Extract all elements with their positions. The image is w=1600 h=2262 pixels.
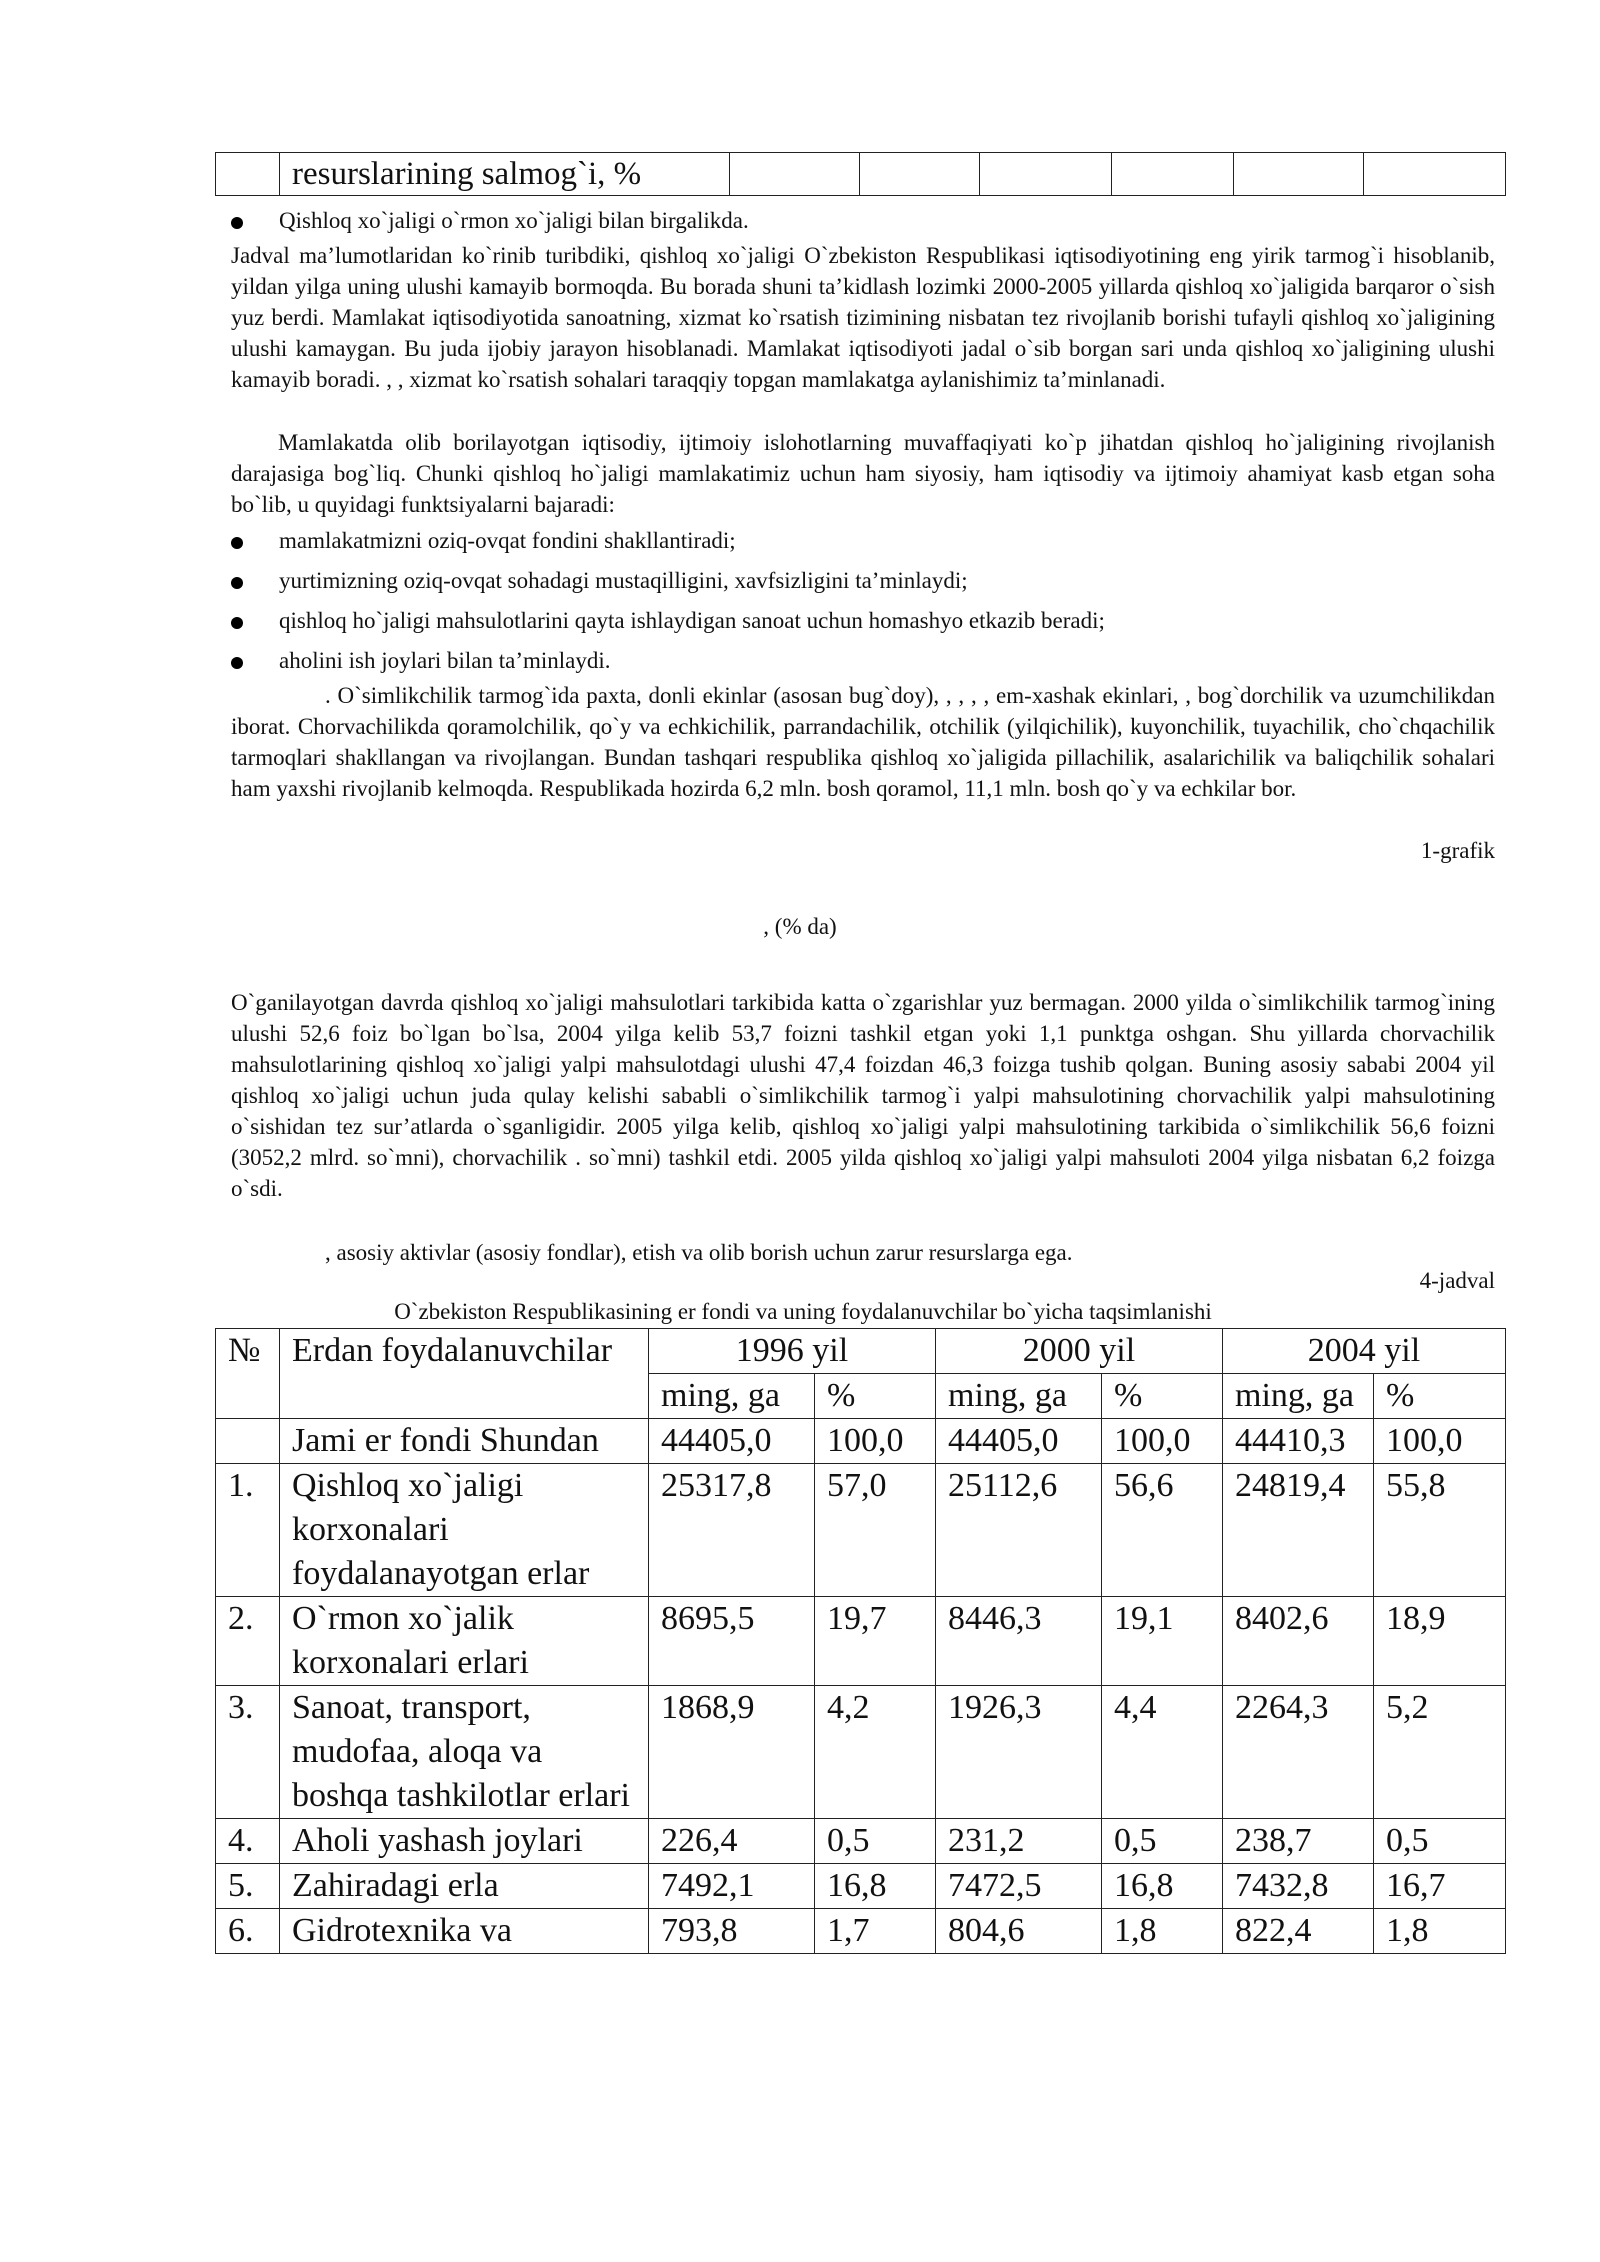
bullet-icon xyxy=(231,577,243,589)
land-fund-table xyxy=(215,1328,1506,1954)
value-cell: 19,7 xyxy=(815,1597,936,1686)
row-number-cell: 6. xyxy=(216,1909,280,1954)
value-cell: 7432,8 xyxy=(1223,1864,1374,1909)
table-title: O`zbekiston Respublikasining er fondi va uning foydalanuvchilar bo`yicha taqsimlanishi xyxy=(394,1299,1212,1324)
row-name-cell: Gidrotexnika va xyxy=(280,1909,649,1954)
paragraph-1: Jadval ma’lumotlaridan ko`rinib turibdiki, qishloq xo`jaligi O`zbekiston Respublikasi iqtisodiyotining eng yirik tarmog`i hisoblanib, yildan yilga uning ulushi kamayib bormoqda. Bu borada shuni ta’kidlash lozimki 2000-2005 yillarda qishloq xo`jaligida barqaror o`sish yuz berdi. Mamlakat iqtisodiyotida sanoatning, xizmat ko`rsatish tizimining nisbatan tez rivojlanib borishi tufayli qishloq xo`jaligining ulushi kamaygan. Bu juda ijobiy jarayon hisoblanadi. Mamlakat iqtisodiyoti jadal o`sib borgan sari unda qishloq xo`jaligining ulushi kamayib boradi. , , xizmat ko`rsatish sohalari taraqqiy topgan mamlakatga aylanishimiz ta’minlanadi. xyxy=(231,243,1495,392)
subheader-cell: ming, ga xyxy=(936,1374,1102,1419)
value-cell: 18,9 xyxy=(1374,1597,1506,1686)
subheader-cell: % xyxy=(1374,1374,1506,1419)
graph-caption: , (% da) xyxy=(763,914,837,939)
value-cell: 16,8 xyxy=(1102,1864,1223,1909)
paragraph-4: O`ganilayotgan davrda qishloq xo`jaligi mahsulotlari tarkibida katta o`zgarishlar yuz bermagan. 2000 yilda o`simlikchilik tarmog`ining ulushi 52,6 foiz bo`lgan bo`lsa, 2004 yilga kelib 53,7 foizni tashkil etgan yoki 1,1 punktga oshgan. Shu yillarda chorvachilik mahsulotlarining qishloq xo`jaligi yalpi mahsulotdagi ulushi 47,4 foizdan 46,3 foizga tushib qolgan. Buning asosiy sababi 2004 yil qishloq xo`jaligi uchun juda qulay kelishi sababli o`simlikchilik tarmog`i yalpi mahsulotining chorvachilik yalpi mahsulotining o`sishidan tez sur’atlarda o`sganligidir. 2005 yilga kelib, qishloq xo`jaligi yalpi mahsulotining tarkibida o`simlikchilik 56,6 foizni (3052,2 mlrd. so`mni), chorvachilik . so`mni) tashkil etdi. 2005 yilda qishloq xo`jaligi yalpi mahsuloti 2004 yilga nisbatan 6,2 foizga o`sdi. xyxy=(231,990,1495,1201)
value-cell: 16,8 xyxy=(815,1864,936,1909)
value-cell: 55,8 xyxy=(1374,1464,1506,1597)
bullet-icon xyxy=(231,537,243,549)
row-name-cell: Qishloq xo`jaligi korxonalari foydalanayotgan erlar xyxy=(280,1464,649,1597)
document-page: resurslarining salmog`i, % Qishloq xo`jaligi o`rmon xo`jaligi bilan birgalikda. Jadval ma’lumotlaridan ko`rinib turibdiki, qishloq xo`jaligi O`zbekiston Respublikasi iqtisodiyotining eng yirik tarmog`i hisoblanib, yildan yilga uning ulushi kamayib bormoqda. Bu borada shuni ta’kidlash lozimki 2000-2005 yillarda qishloq xo`jaligida barqaror o`sish yuz berdi. Mamlakat iqtisodiyotida sanoatning, xizmat ko`rsatish tizimining nisbatan tez rivojlanib borishi tufayli qishloq xo`jaligining ulushi kamaygan. Bu juda ijobiy jarayon hisoblanadi. Mamlakat iqtisodiyoti jadal o`sib borgan sari unda qishloq xo`jaligining ulushi kamayib boradi. , , xizmat ko`rsatish sohalari taraqqiy topgan mamlakatga aylanishimiz ta’minlanadi. Mamlakatda olib borilayotgan iqtisodiy, ijtimoiy islohotlarning muvaffaqiyati ko`p jihatdan qishloq ho`jaligining rivojlanish darajasiga bog`liq. Chunki qishloq ho`jaligi mamlakatimiz uchun ham siyosiy, ham iqtisodiy va ijtimoiy ahamiyat kasb etgan soha bo`lib, u quyidagi funktsiyalarni bajaradi: mamlakatmizni oziq-ovqat fondini shakllantiradi; yurtimizning oziq-ovqat sohadagi mustaqilligini, xavfsizligini ta’minlaydi; qishloq ho`jaligi mahsulotlarini qayta ishlaydigan sanoat uchun homashyo etkazib beradi; aholini ish joylari bilan ta’minlaydi. . O`simlikchilik tarmog`ida paxta, donli ekinlar (asosan bug`doy), , , , , em-xashak ekinlari, , bog`dorchilik va uzumchilikdan iborat. Chorvachilikda qoramolchilik, qo`y va echkichilik, parrandachilik, otchilik (yilqichilik), kuyonchilik, tuyachilik, cho`chqachilik tarmoqlari shakllangan va rivojlangan. Bundan tashqari respublika qishloq xo`jaligida pillachilik, asalarichilik va baliqchilik sohalari ham yaxshi rivojlanib kelmoqda. Respublikada hozirda 6,2 mln. bosh qoramol, 11,1 mln. bosh qo`y va echkilar bor. 1-grafik , (% da) O`ganilayotgan davrda qishloq xo`jaligi mahsulotlari tarkibida katta o`zgarishlar yuz bermagan. 2000 yilda o`simlikchilik tarmog`ining ulushi 52,6 foiz bo`lgan bo`lsa, 2004 yilga kelib 53,7 foizni tashkil etgan yoki 1,1 punktga oshgan. Shu yillarda chorvachilik mahsulotlarining qishloq xo`jaligi yalpi mahsulotdagi ulushi 47,4 foizdan 46,3 foizga tushib qolgan. Buning asosiy sababi 2004 yil qishloq xo`jaligi uchun juda qulay kelishi sababli o`simlikchilik tarmog`i yalpi mahsulotining chorvachilik yalpi mahsulotining o`sishidan tez sur’atlarda o`sganligidir. 2005 yilga kelib, qishloq xo`jaligi yalpi mahsulotining tarkibida o`simlikchilik 56,6 foizni (3052,2 mlrd. so`mni), chorvachilik . so`mni) tashkil etdi. 2005 yilda qishloq xo`jaligi yalpi mahsuloti 2004 yilga nisbatan 6,2 foizga o`sdi. , asosiy aktivlar (asosiy fondlar), etish va olib borish uchun zarur resurslarga ega. 4-jadval O`zbekiston Respublikasining er fondi va uning foydalanuvchilar bo`yicha taqsimlanishi № Erdan foydalanuvchilar 1996 yil 2000 yil 2004 yil ming, ga % ming, ga % ming, ga % Jami er fondi Shundan 44405,0 100,0 44405,0 100,0 44410,3 100,0 1. Qishloq xo`jaligi korxonalari foydalanayotgan erlar 25317,8 57,0 25112,6 56,6 24819,4 55,8 2. O`rmon xo`jalik korxonalari erlari 8695,5 19,7 8446,3 19,1 8402,6 18,9 3. Sanoat, transport, mudofaa, aloqa va boshqa tashkilotlar erlari 1868,9 4,2 1926,3 4,4 2264,3 5,2 4. Aholi yashash joylari 226,4 0,5 231,2 0,5 238,7 0,5 5. Zahiradagi erla 7492,1 16,8 7472,5 16,8 7432,8 16,7 6. Gidrotexnika va 793,8 1,7 804,6 1,8 822,4 1,8 xyxy=(0,0,1600,2262)
table-row xyxy=(216,1597,1506,1686)
table-row xyxy=(216,1419,1506,1464)
value-cell: 4,2 xyxy=(815,1686,936,1819)
bullet-icon xyxy=(231,657,243,669)
row-name-cell: Jami er fondi Shundan xyxy=(280,1419,649,1464)
value-cell: 0,5 xyxy=(815,1819,936,1864)
header-cell-no: № xyxy=(216,1329,280,1419)
header-cell-year: 1996 yil xyxy=(649,1329,936,1374)
row-number-cell: 1. xyxy=(216,1464,280,1597)
value-cell: 231,2 xyxy=(936,1819,1102,1864)
value-cell: 19,1 xyxy=(1102,1597,1223,1686)
value-cell: 822,4 xyxy=(1223,1909,1374,1954)
row-number-cell: 2. xyxy=(216,1597,280,1686)
value-cell: 4,4 xyxy=(1102,1686,1223,1819)
value-cell: 1,7 xyxy=(815,1909,936,1954)
header-cell-year: 2000 yil xyxy=(936,1329,1223,1374)
value-cell: 57,0 xyxy=(815,1464,936,1597)
table-row xyxy=(216,1464,1506,1597)
value-cell: 100,0 xyxy=(1374,1419,1506,1464)
value-cell: 25317,8 xyxy=(649,1464,815,1597)
value-cell: 238,7 xyxy=(1223,1819,1374,1864)
value-cell: 1,8 xyxy=(1374,1909,1506,1954)
table-row xyxy=(216,1864,1506,1909)
value-cell: 8695,5 xyxy=(649,1597,815,1686)
value-cell: 5,2 xyxy=(1374,1686,1506,1819)
table-row xyxy=(216,1686,1506,1819)
row-number-cell: 5. xyxy=(216,1864,280,1909)
value-cell: 1926,3 xyxy=(936,1686,1102,1819)
graph-label: 1-grafik xyxy=(1420,838,1495,863)
table-cell: resurslarining salmog`i, % xyxy=(280,153,730,196)
value-cell: 100,0 xyxy=(1102,1419,1223,1464)
table-row xyxy=(216,1819,1506,1864)
value-cell: 25112,6 xyxy=(936,1464,1102,1597)
value-cell: 793,8 xyxy=(649,1909,815,1954)
continued-table-fragment xyxy=(215,152,1506,196)
value-cell: 1,8 xyxy=(1102,1909,1223,1954)
value-cell: 56,6 xyxy=(1102,1464,1223,1597)
header-cell-year: 2004 yil xyxy=(1223,1329,1506,1374)
row-name-cell: Sanoat, transport, mudofaa, aloqa va boshqa tashkilotlar erlari xyxy=(280,1686,649,1819)
subheader-cell: % xyxy=(815,1374,936,1419)
value-cell: 0,5 xyxy=(1102,1819,1223,1864)
value-cell: 8446,3 xyxy=(936,1597,1102,1686)
subheader-cell: % xyxy=(1102,1374,1223,1419)
value-cell: 44405,0 xyxy=(649,1419,815,1464)
value-cell: 8402,6 xyxy=(1223,1597,1374,1686)
row-name-cell: Aholi yashash joylari xyxy=(280,1819,649,1864)
row-name-cell: Zahiradagi erla xyxy=(280,1864,649,1909)
value-cell: 100,0 xyxy=(815,1419,936,1464)
value-cell: 44410,3 xyxy=(1223,1419,1374,1464)
value-cell: 7472,5 xyxy=(936,1864,1102,1909)
row-number-cell xyxy=(216,1419,280,1464)
value-cell: 2264,3 xyxy=(1223,1686,1374,1819)
header-cell-users: Erdan foydalanuvchilar xyxy=(280,1329,649,1419)
subheader-cell: ming, ga xyxy=(649,1374,815,1419)
bullet-icon xyxy=(231,217,243,229)
bullet-icon xyxy=(231,617,243,629)
value-cell: 1868,9 xyxy=(649,1686,815,1819)
table-label: 4-jadval xyxy=(1419,1268,1495,1293)
paragraph-3: . O`simlikchilik tarmog`ida paxta, donli ekinlar (asosan bug`doy), , , , , em-xashak ekinlari, , bog`dorchilik va uzumchilikdan iborat. Chorvachilikda qoramolchilik, qo`y va echkichilik, parrandachilik, otchilik (yilqichilik), kuyonchilik, tuyachilik, cho`chqachilik tarmoqlari shakllangan va rivojlangan. Bundan tashqari respublika qishloq xo`jaligida pillachilik, asalarichilik va baliqchilik sohalari ham yaxshi rivojlanib kelmoqda. Respublikada hozirda 6,2 mln. bosh qoramol, 11,1 mln. bosh qo`y va echkilar bor. xyxy=(231,683,1495,801)
row-number-cell: 3. xyxy=(216,1686,280,1819)
subheader-cell: ming, ga xyxy=(1223,1374,1374,1419)
value-cell: 7492,1 xyxy=(649,1864,815,1909)
table-header-row xyxy=(216,1329,1506,1374)
value-cell: 24819,4 xyxy=(1223,1464,1374,1597)
table-row xyxy=(216,1909,1506,1954)
paragraph-2: Mamlakatda olib borilayotgan iqtisodiy, ijtimoiy islohotlarning muvaffaqiyati ko`p jihatdan qishloq ho`jaligining rivojlanish darajasiga bog`liq. Chunki qishloq ho`jaligi mamlakatimiz uchun ham siyosiy, ham iqtisodiy va ijtimoiy ahamiyat kasb etgan soha bo`lib, u quyidagi funktsiyalarni bajaradi: xyxy=(231,430,1495,517)
value-cell: 44405,0 xyxy=(936,1419,1102,1464)
table-body xyxy=(216,1419,1506,1954)
value-cell: 0,5 xyxy=(1374,1819,1506,1864)
value-cell: 804,6 xyxy=(936,1909,1102,1954)
value-cell: 16,7 xyxy=(1374,1864,1506,1909)
row-name-cell: O`rmon xo`jalik korxonalari erlari xyxy=(280,1597,649,1686)
row-number-cell: 4. xyxy=(216,1819,280,1864)
paragraph-5: , asosiy aktivlar (asosiy fondlar), etish va olib borish uchun zarur resurslarga ega. xyxy=(325,1240,1073,1265)
value-cell: 226,4 xyxy=(649,1819,815,1864)
